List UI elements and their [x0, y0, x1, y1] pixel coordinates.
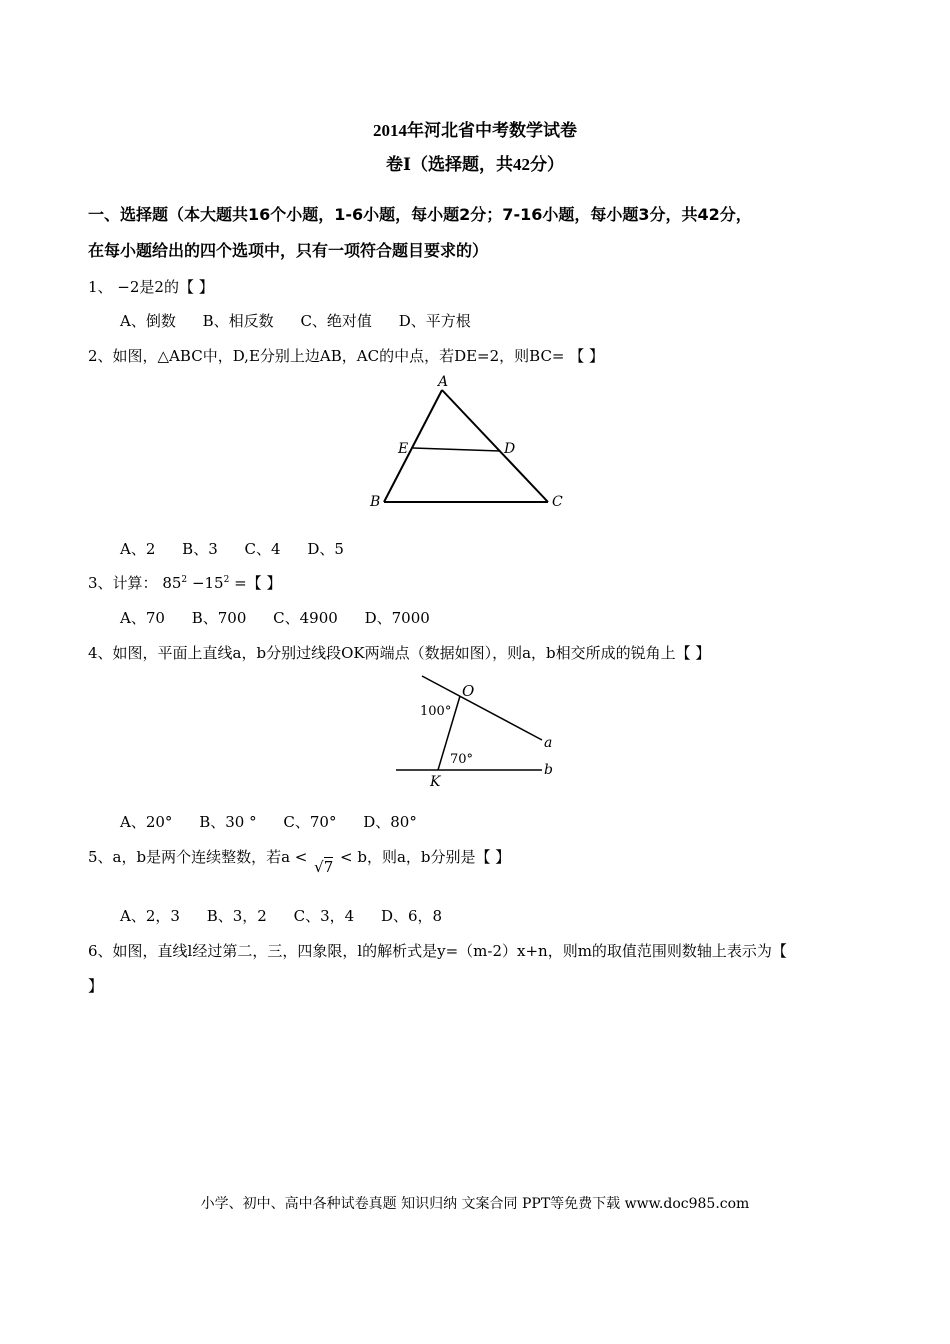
label-o: O [462, 682, 475, 700]
question-2-options [120, 538, 366, 559]
section-heading-line2: 在每小题给出的四个选项中，只有一项符合题目要求的） [88, 241, 489, 260]
expr-base-1: 85 [162, 574, 182, 592]
option-a: A、2 [120, 540, 156, 558]
page-footer: 小学、初中、高中各种试卷真题 知识归纳 文案合同 PPT等免费下载 www.doc985.com [200, 1196, 750, 1212]
label-c: C [552, 494, 563, 510]
label-d: D [504, 441, 516, 457]
segment-ed [413, 448, 500, 451]
angle-label-100: 100° [420, 704, 452, 719]
section-heading-line1: 一、选择题（本大题共16个小题，1-6小题，每小题2分；7-16小题，每小题3分，共42分， [88, 205, 752, 224]
option-b: B、相反数 [202, 312, 274, 330]
option-c: C、4 [244, 540, 281, 558]
label-a: A [438, 374, 449, 390]
question-5-stem: 5、a，b是两个连续整数，若a < √7 < b，则a，b分别是【 】 [88, 848, 511, 876]
label-k: K [430, 774, 441, 790]
page-subtitle: 卷Ⅰ（选择题，共42分） [386, 155, 564, 174]
question-5-options [120, 905, 464, 926]
option-b: B、30 ° [199, 813, 257, 831]
option-a: A、倒数 [120, 312, 176, 330]
label-b: b [544, 762, 553, 778]
option-b: B、3，2 [206, 907, 267, 925]
page-title: 2014年河北省中考数学试卷 [373, 121, 577, 140]
option-c: C、4900 [273, 609, 338, 627]
expr-exp-2: 2 [223, 575, 230, 585]
option-d: D、平方根 [398, 312, 471, 330]
question-3-options [120, 607, 452, 628]
expr-minus: −15 [191, 574, 224, 592]
option-c: C、3，4 [293, 907, 355, 925]
sqrt-expression: √7 [314, 858, 334, 876]
label-a: a [544, 735, 553, 751]
angle-label-70: 70° [450, 752, 474, 767]
lines-figure [392, 672, 562, 794]
label-e: E [398, 441, 409, 457]
question-4-options [120, 811, 439, 832]
side-ac [442, 390, 548, 502]
option-a: A、2，3 [120, 907, 180, 925]
expr-exp-1: 2 [181, 575, 188, 585]
option-b: B、3 [182, 540, 218, 558]
question-4-stem: 4、如图，平面上直线a，b分别过线段OK两端点（数据如图），则a，b相交所成的锐角上【 】 [88, 644, 711, 662]
option-d: D、6，8 [380, 907, 443, 925]
sqrt-radicand: 7 [323, 858, 334, 876]
label-b: B [370, 494, 381, 510]
option-a: A、20° [120, 813, 173, 831]
option-c: C、70° [283, 813, 337, 831]
question-1-stem: 1、 −2是2的【 】 [88, 278, 214, 296]
option-c: C、绝对值 [300, 312, 372, 330]
question-6-stem-cont: 】 [88, 977, 104, 995]
question-2-stem: 2、如图，△ABC中，D,E分别上边AB，AC的中点，若DE=2，则BC= 【 】 [88, 347, 605, 365]
option-d: D、80° [363, 813, 417, 831]
option-b: B、700 [191, 609, 247, 627]
option-a: A、70 [120, 609, 165, 627]
option-d: D、5 [307, 540, 344, 558]
question-1-options [120, 310, 493, 331]
question-6-stem: 6、如图，直线l经过第二，三，四象限，l的解析式是y=（m-2）x+n，则m的取值范围则数轴上表示为【 [88, 942, 787, 960]
option-d: D、7000 [364, 609, 430, 627]
question-3-stem: 3、计算： $85^2 -15^2$ =【 】 [88, 574, 282, 592]
triangle-figure [362, 370, 582, 515]
side-ab [384, 390, 442, 502]
